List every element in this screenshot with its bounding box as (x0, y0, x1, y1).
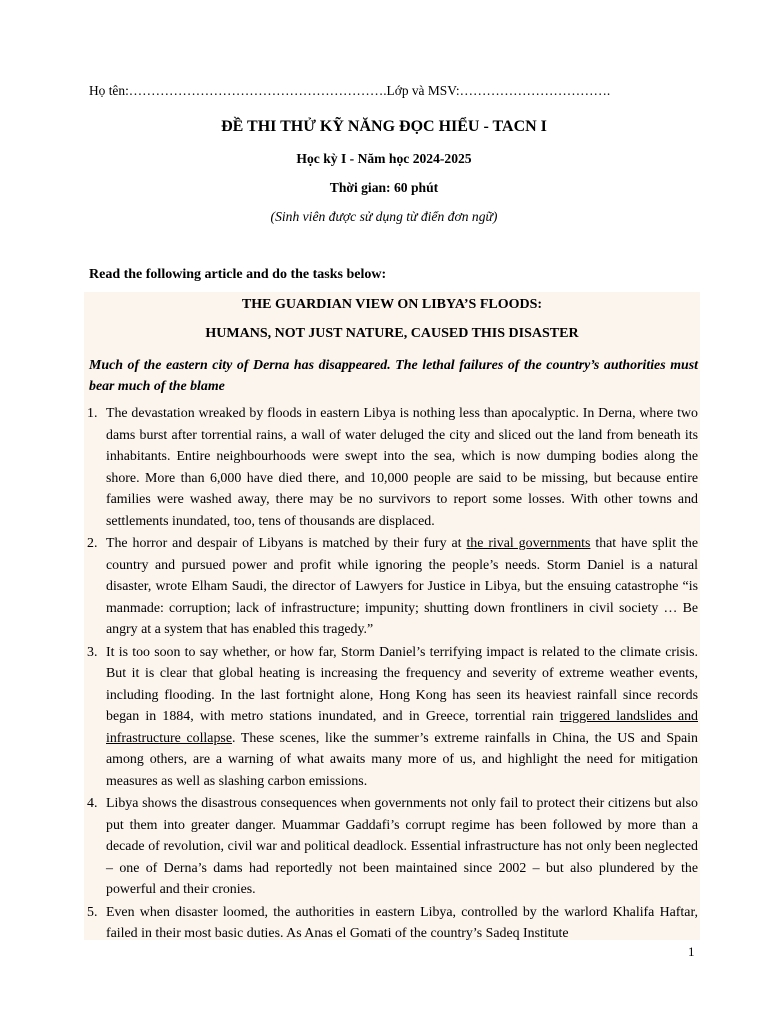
paragraph-5 (87, 902, 698, 945)
article-paragraphs (87, 403, 698, 946)
underlined-phrase-triggered-landslides: triggered landslides and infrastructure collapse (106, 709, 698, 746)
article-standfirst: Much of the eastern city of Derna has disappeared. The lethal failures of the country’s authorities must bear much of the blame (89, 358, 698, 394)
paragraph-number: 5. (87, 904, 98, 920)
paragraph-text: Libya shows the disastrous consequences when governments not only fail to protect their citizens but also put them into greater danger. Muammar Gaddafi’s corrupt regime has been followed by more than a decade of revolution, civil war and political deadlock. Essential infrastructure has not only been neglected – one of Derna’s dams had reportedly not been maintained since 2002 – but also plundered by the powerful and their cronies. (106, 796, 698, 897)
paragraph-1 (87, 403, 698, 532)
exam-term: Học kỳ I - Năm học 2024-2025 (296, 151, 472, 166)
paragraph-text: . These scenes, like the summer’s extreme rainfalls in China, the US and Spain among others, are a warning of what awaits many more of us, and highlight the need for mitigation measures as well as slashing carbon emissions. (106, 730, 698, 789)
article-headline-line-2: HUMANS, NOT JUST NATURE, CAUSED THIS DISASTER (205, 326, 579, 341)
task-instruction: Read the following article and do the tasks below: (89, 267, 387, 282)
article-headline-line-1: THE GUARDIAN VIEW ON LIBYA’S FLOODS: (241, 297, 543, 312)
exam-title: ĐỀ THI THỬ KỸ NĂNG ĐỌC HIỂU - TACN I (221, 118, 547, 135)
paragraph-2 (87, 533, 698, 641)
article-box (84, 292, 700, 940)
exam-note: (Sinh viên được sử dụng từ điển đơn ngữ) (270, 209, 498, 224)
page-number: 1 (688, 944, 695, 959)
paragraph-text: that have split the country and pursued power and profit while ignoring the people’s needs. Storm Daniel is a natural disaster, wrote Elham Saudi, the director of Lawyers for Justice in Libya, but the ensuing catastrophe “is manmade: corruption; lack of infrastructure; impunity; shutting down frontliners in civil society … Be angry at a system that has enabled this tragedy.” (106, 536, 698, 637)
exam-duration: Thời gian: 60 phút (329, 180, 439, 195)
paragraph-number: 3. (87, 644, 98, 660)
paragraph-3 (87, 642, 698, 793)
student-info-line: Họ tên:………………………………………………….Lớp và MSV:……………………………. (89, 83, 611, 98)
paragraph-4 (87, 793, 698, 901)
paragraph-text: The horror and despair of Libyans is matched by their fury at (106, 536, 467, 551)
underlined-phrase-rival-governments: the rival governments (466, 536, 591, 551)
paragraph-text: The devastation wreaked by floods in eastern Libya is nothing less than apocalyptic. In Derna, where two dams burst after torrential rains, a wall of water deluged the city and sliced out the land from beneath its inhabitants. Entire neighbourhoods were swept into the sea, which is now dumping bodies along the shore. More than 6,000 have died there, and 10,000 people are said to be missing, but because entire families were washed away, there may be no survivors to report some losses. With other towns and settlements inundated, too, tens of thousands are displaced. (106, 406, 698, 529)
paragraph-number: 1. (87, 406, 98, 421)
paragraph-number: 4. (87, 796, 98, 811)
paragraph-text: It is too soon to say whether, or how far, Storm Daniel’s terrifying impact is related to the climate crisis. But it is clear that global heating is increasing the frequency and severity of extreme weather events, including flooding. In the last fortnight alone, Hong Kong has seen its heaviest rainfall since records began in 1884, with metro stations inundated, and in Greece, torrential rain (106, 644, 698, 724)
paragraph-text: Even when disaster loomed, the authorities in eastern Libya, controlled by the warlord Khalifa Haftar, failed in their most basic duties. As Anas el Gomati of the country’s Sadeq Institute (106, 904, 698, 941)
paragraph-number: 2. (87, 536, 98, 551)
